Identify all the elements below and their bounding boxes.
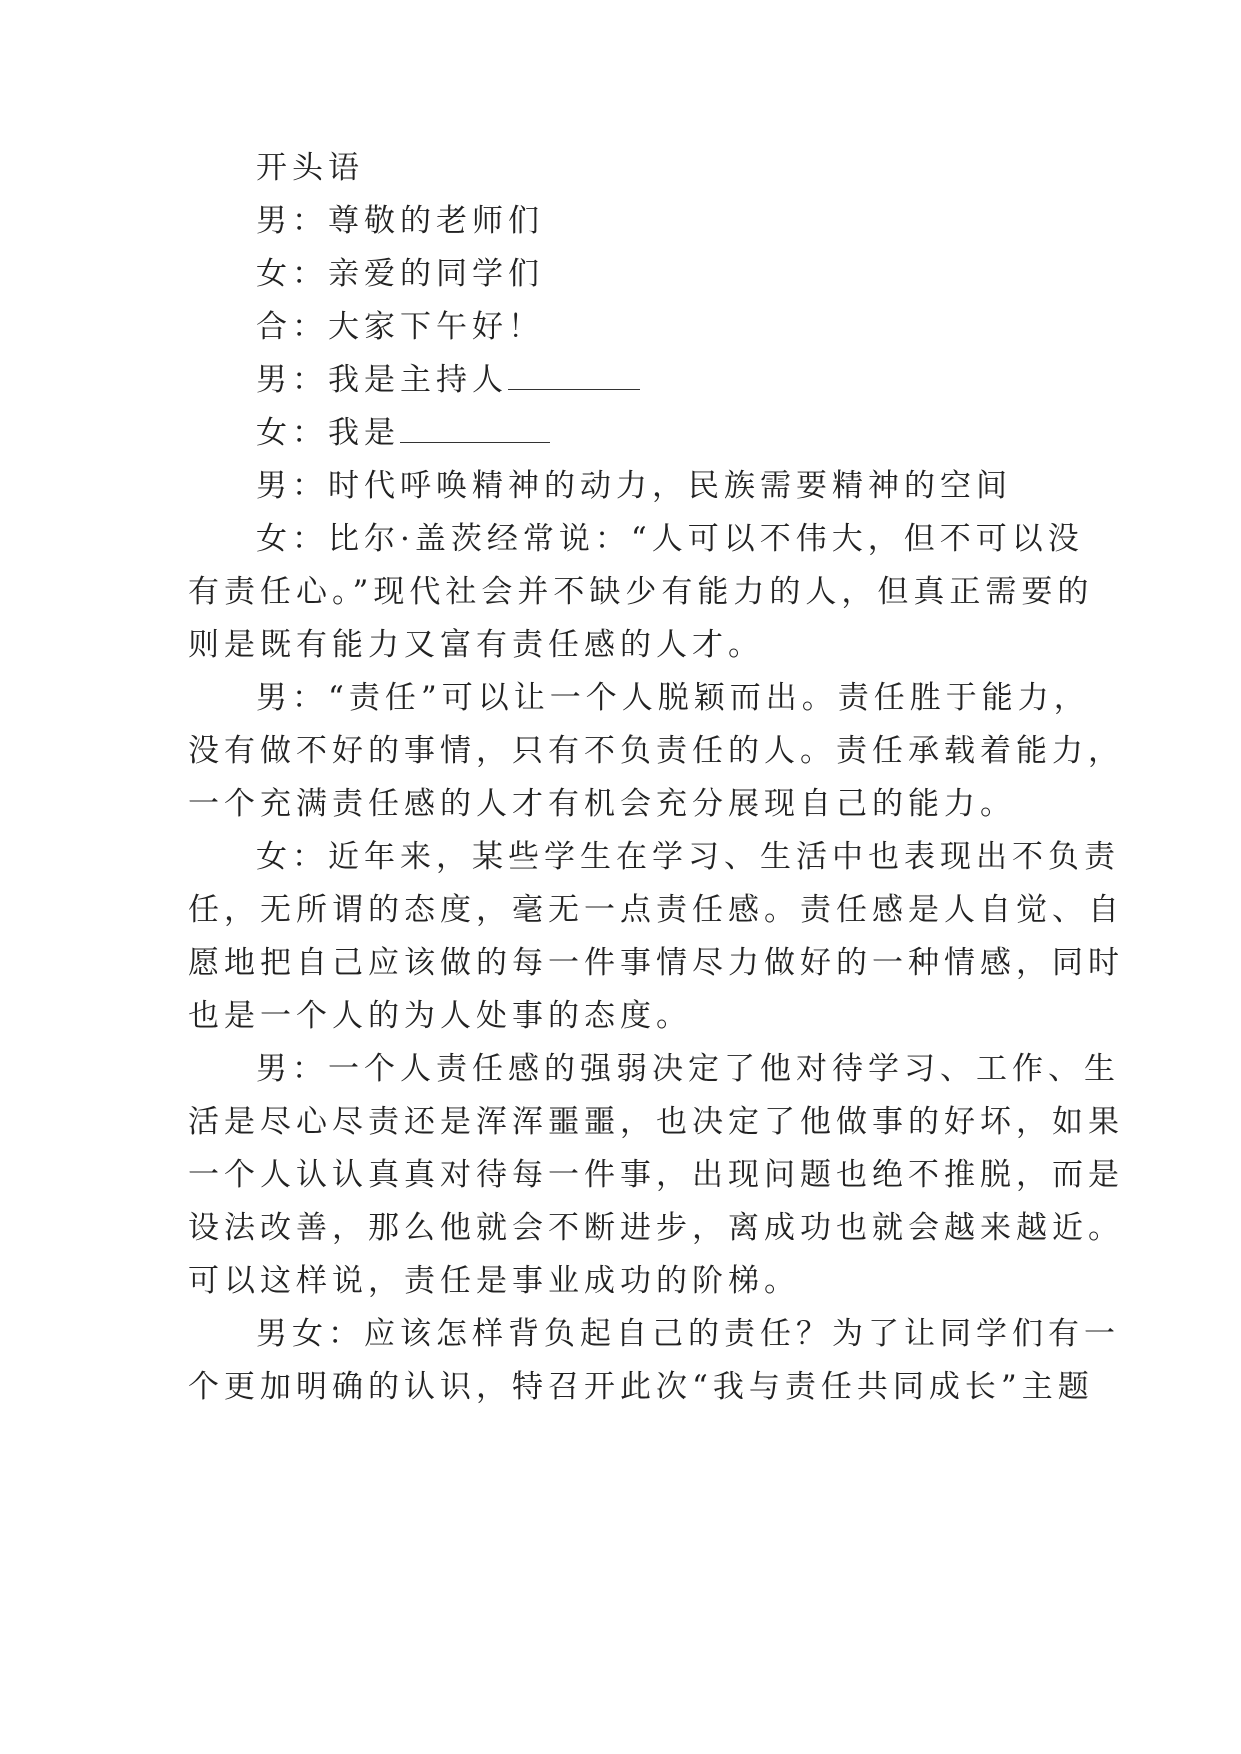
heading: 开头语: [256, 150, 364, 186]
dialogue-line: 合：大家下午好！: [256, 309, 544, 345]
paragraph-line: 没有做不好的事情，只有不负责任的人。责任承载着能力，: [188, 733, 1124, 769]
dialogue-line: 男：时代呼唤精神的动力，民族需要精神的空间: [256, 468, 1012, 504]
paragraph-line: 一个人认认真真对待每一件事，出现问题也绝不推脱，而是: [188, 1157, 1124, 1193]
dialogue-line: 男：尊敬的老师们: [256, 203, 544, 239]
fill-in-blank: [508, 361, 640, 390]
paragraph-line: 则是既有能力又富有责任感的人才。: [188, 627, 764, 663]
paragraph-line: 也是一个人的为人处事的态度。: [188, 998, 692, 1034]
dialogue-line-with-blank: [256, 413, 550, 453]
paragraph-line: 任，无所谓的态度，毫无一点责任感。责任感是人自觉、自: [188, 892, 1124, 928]
fill-in-blank: [400, 414, 550, 443]
paragraph-line: 愿地把自己应该做的每一件事情尽力做好的一种情感，同时: [188, 945, 1124, 981]
paragraph-line: 男女：应该怎样背负起自己的责任？为了让同学们有一: [256, 1316, 1120, 1352]
paragraph-line: 男：“责任”可以让一个人脱颖而出。责任胜于能力，: [256, 680, 1090, 716]
dialogue-line: 女：亲爱的同学们: [256, 256, 544, 292]
paragraph-line: 可以这样说，责任是事业成功的阶梯。: [188, 1263, 800, 1299]
paragraph-line: 设法改善，那么他就会不断进步，离成功也就会越来越近。: [188, 1210, 1124, 1246]
paragraph-line: 有责任心。”现代社会并不缺少有能力的人，但真正需要的: [188, 574, 1094, 610]
dialogue-line-with-blank: [256, 360, 640, 400]
paragraph-line: 一个充满责任感的人才有机会充分展现自己的能力。: [188, 786, 1016, 822]
paragraph-line: 女：比尔·盖茨经常说：“人可以不伟大，但不可以没: [256, 521, 1084, 557]
paragraph-line: 活是尽心尽责还是浑浑噩噩，也决定了他做事的好坏，如果: [188, 1104, 1124, 1140]
paragraph-line: 男：一个人责任感的强弱决定了他对待学习、工作、生: [256, 1051, 1120, 1087]
dialogue-text: 女：我是: [256, 415, 400, 451]
paragraph-line: 个更加明确的认识，特召开此次“我与责任共同成长”主题: [188, 1369, 1094, 1405]
paragraph-line: 女：近年来，某些学生在学习、生活中也表现出不负责: [256, 839, 1120, 875]
dialogue-text: 男：我是主持人: [256, 362, 508, 398]
